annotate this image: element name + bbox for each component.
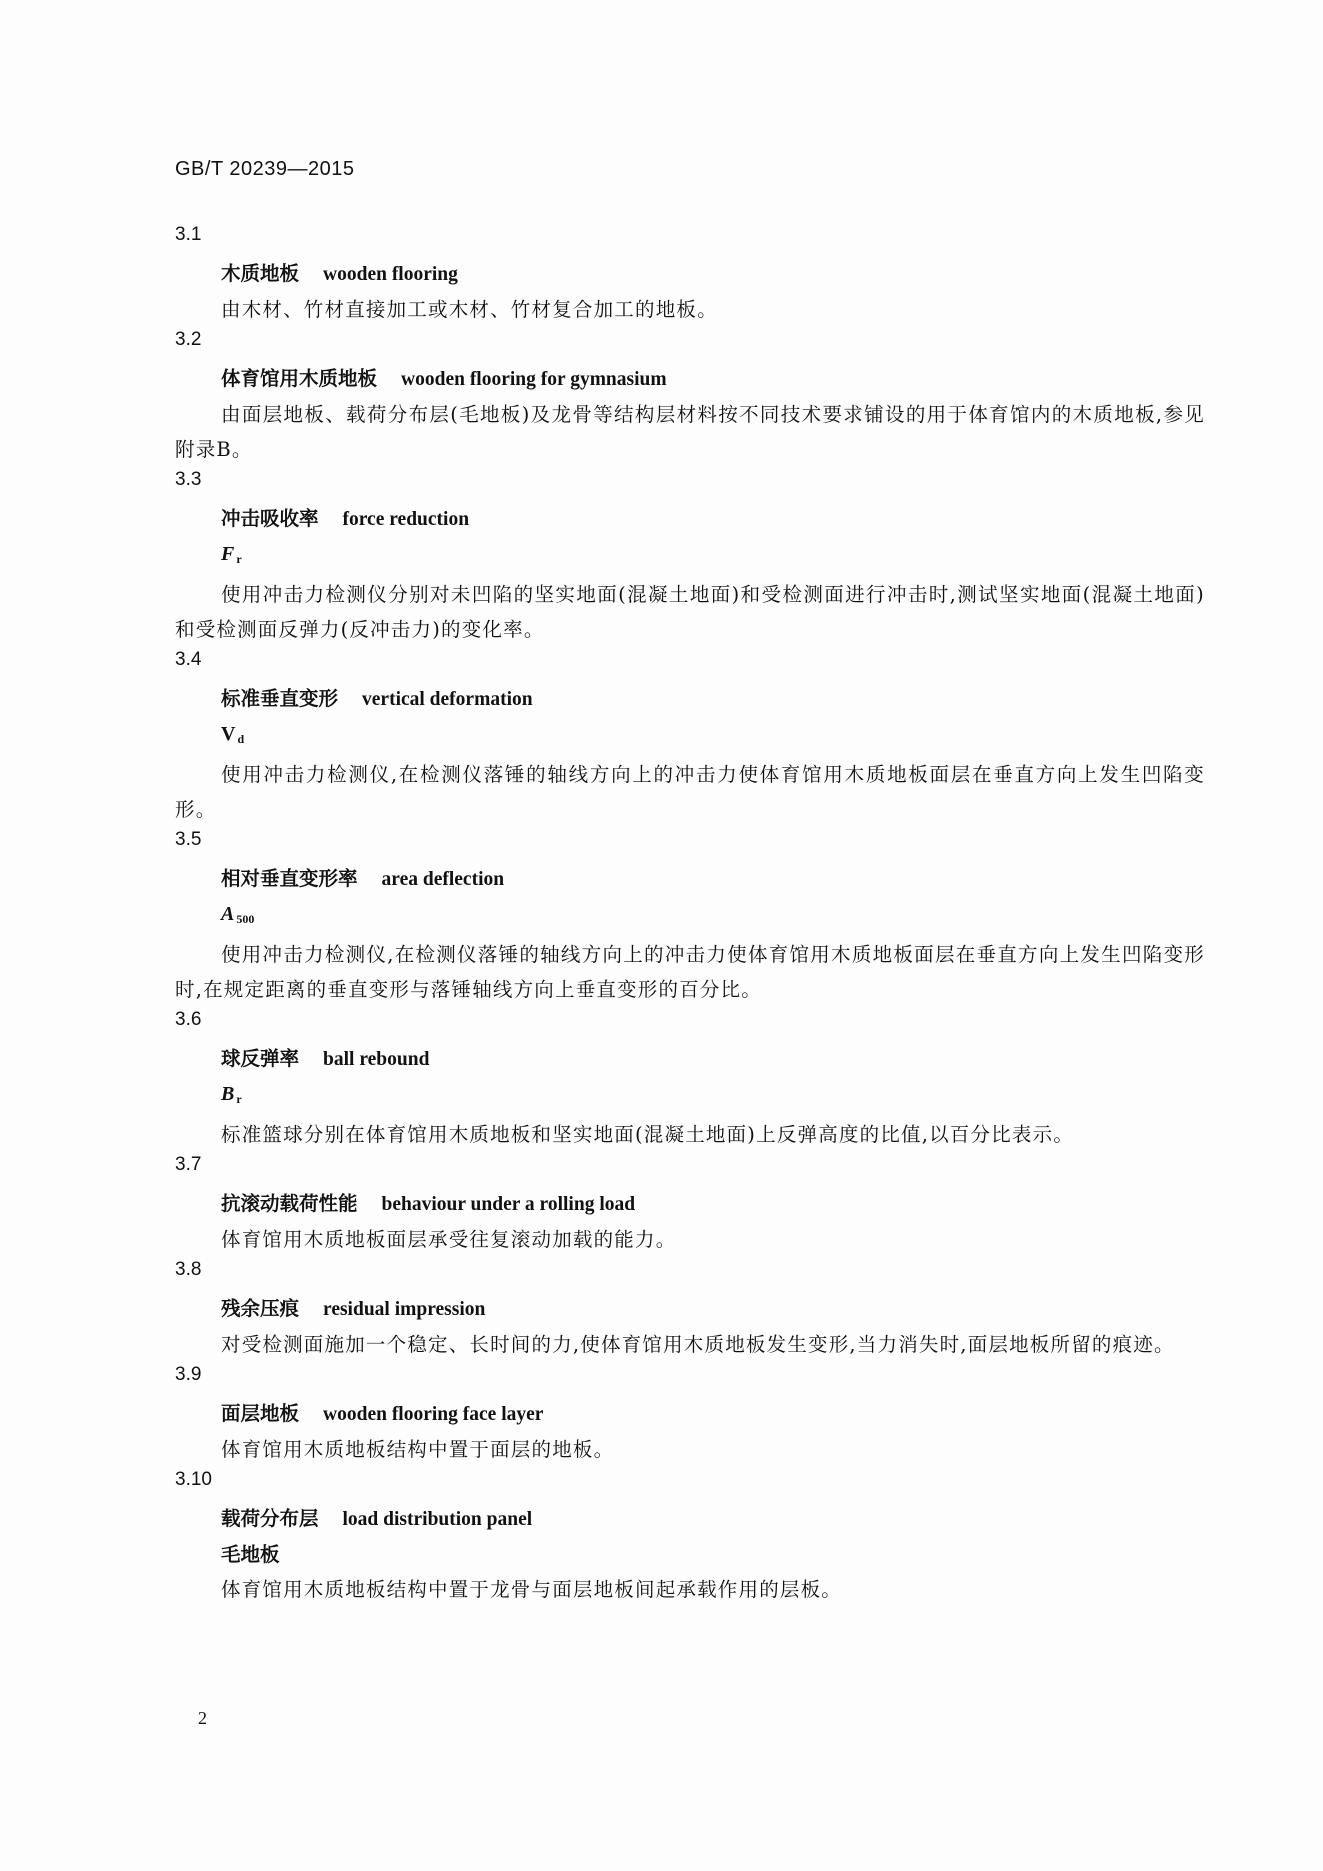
term-definition: 由面层地板、载荷分布层(毛地板)及龙骨等结构层材料按不同技术要求铺设的用于体育馆内的木质地板,参见附录B。 bbox=[175, 403, 1205, 461]
symbol-subscript: d bbox=[237, 732, 245, 746]
term-symbol bbox=[175, 897, 1205, 937]
term-title-cn: 相对垂直变形率 bbox=[221, 867, 358, 890]
term-title-en: ball rebound bbox=[323, 1049, 430, 1070]
term-symbol bbox=[175, 1077, 1205, 1117]
term-number: 3.10 bbox=[175, 1469, 212, 1490]
term-title bbox=[175, 1186, 1205, 1222]
term-title-en: wooden flooring bbox=[323, 264, 458, 285]
symbol-subscript: 500 bbox=[236, 912, 255, 926]
term-number: 3.4 bbox=[175, 649, 202, 670]
term-title bbox=[175, 501, 1205, 537]
term-synonym: 毛地板 bbox=[221, 1543, 280, 1566]
term-definition: 体育馆用木质地板结构中置于面层的地板。 bbox=[221, 1438, 615, 1461]
term-3-2 bbox=[175, 327, 1205, 467]
term-definition: 使用冲击力检测仪,在检测仪落锤的轴线方向上的冲击力使体育馆用木质地板面层在垂直方向上发生凹陷变形时,在规定距离的垂直变形与落锤轴线方向上垂直变形的百分比。 bbox=[175, 943, 1205, 1001]
term-title-cn: 残余压痕 bbox=[221, 1297, 300, 1320]
term-symbol bbox=[175, 537, 1205, 577]
term-title-cn: 体育馆用木质地板 bbox=[221, 367, 378, 390]
term-title-en: load distribution panel bbox=[342, 1509, 533, 1530]
term-number: 3.3 bbox=[175, 469, 202, 490]
term-definition: 标准篮球分别在体育馆用木质地板和坚实地面(混凝土地面)上反弹高度的比值,以百分比表示。 bbox=[221, 1123, 1075, 1146]
term-title bbox=[175, 256, 1205, 292]
term-3-5 bbox=[175, 827, 1205, 1007]
term-definition: 使用冲击力检测仪,在检测仪落锤的轴线方向上的冲击力使体育馆用木质地板面层在垂直方向上发生凹陷变形。 bbox=[175, 763, 1205, 821]
term-3-1 bbox=[175, 222, 1205, 327]
term-definition: 对受检测面施加一个稳定、长时间的力,使体育馆用木质地板发生变形,当力消失时,面层地板所留的痕迹。 bbox=[221, 1333, 1175, 1356]
term-title-en: force reduction bbox=[342, 509, 470, 530]
term-title bbox=[175, 1041, 1205, 1077]
term-title-en: wooden flooring for gymnasium bbox=[401, 369, 667, 390]
term-title bbox=[175, 861, 1205, 897]
term-title-cn: 面层地板 bbox=[221, 1402, 300, 1425]
term-title-cn: 抗滚动载荷性能 bbox=[221, 1192, 358, 1215]
standard-code: GB/T 20239—2015 bbox=[175, 158, 355, 180]
term-number: 3.5 bbox=[175, 829, 202, 850]
term-3-7 bbox=[175, 1152, 1205, 1257]
term-title-cn: 标准垂直变形 bbox=[221, 687, 339, 710]
term-definition: 体育馆用木质地板面层承受往复滚动加载的能力。 bbox=[221, 1228, 677, 1251]
symbol-letter: B bbox=[221, 1083, 235, 1105]
term-title-cn: 球反弹率 bbox=[221, 1047, 300, 1070]
term-number: 3.6 bbox=[175, 1009, 202, 1030]
term-title-en: wooden flooring face layer bbox=[323, 1404, 544, 1425]
term-3-3 bbox=[175, 467, 1205, 647]
term-number: 3.2 bbox=[175, 329, 202, 350]
term-definition: 由木材、竹材直接加工或木材、竹材复合加工的地板。 bbox=[221, 298, 718, 321]
symbol-subscript: r bbox=[236, 1092, 242, 1106]
term-number: 3.9 bbox=[175, 1364, 202, 1385]
symbol-letter: F bbox=[221, 543, 235, 565]
term-title bbox=[175, 681, 1205, 717]
term-number: 3.1 bbox=[175, 224, 202, 245]
term-title-en: vertical deformation bbox=[362, 689, 533, 710]
symbol-subscript: r bbox=[236, 552, 242, 566]
term-3-9 bbox=[175, 1362, 1205, 1467]
terms-section bbox=[175, 222, 1205, 1607]
term-3-10 bbox=[175, 1467, 1205, 1607]
term-title-en: area deflection bbox=[381, 869, 505, 890]
term-title bbox=[175, 1291, 1205, 1327]
term-definition: 体育馆用木质地板结构中置于龙骨与面层地板间起承载作用的层板。 bbox=[221, 1578, 843, 1601]
term-3-4 bbox=[175, 647, 1205, 827]
term-3-6 bbox=[175, 1007, 1205, 1152]
term-3-8 bbox=[175, 1257, 1205, 1362]
term-title-cn: 载荷分布层 bbox=[221, 1507, 319, 1530]
symbol-letter: A bbox=[221, 903, 235, 925]
term-title bbox=[175, 1396, 1205, 1432]
term-symbol bbox=[175, 717, 1205, 757]
term-title-cn: 木质地板 bbox=[221, 262, 300, 285]
term-definition: 使用冲击力检测仪分别对未凹陷的坚实地面(混凝土地面)和受检测面进行冲击时,测试坚实地面(混凝土地面)和受检测面反弹力(反冲击力)的变化率。 bbox=[175, 583, 1205, 641]
term-title bbox=[175, 1501, 1205, 1537]
page-number: 2 bbox=[198, 1708, 207, 1728]
term-title-cn: 冲击吸收率 bbox=[221, 507, 319, 530]
term-number: 3.7 bbox=[175, 1154, 202, 1175]
symbol-letter: V bbox=[221, 723, 236, 745]
term-number: 3.8 bbox=[175, 1259, 202, 1280]
term-title-en: behaviour under a rolling load bbox=[381, 1194, 636, 1215]
term-title bbox=[175, 361, 1205, 397]
term-title-en: residual impression bbox=[323, 1299, 486, 1320]
